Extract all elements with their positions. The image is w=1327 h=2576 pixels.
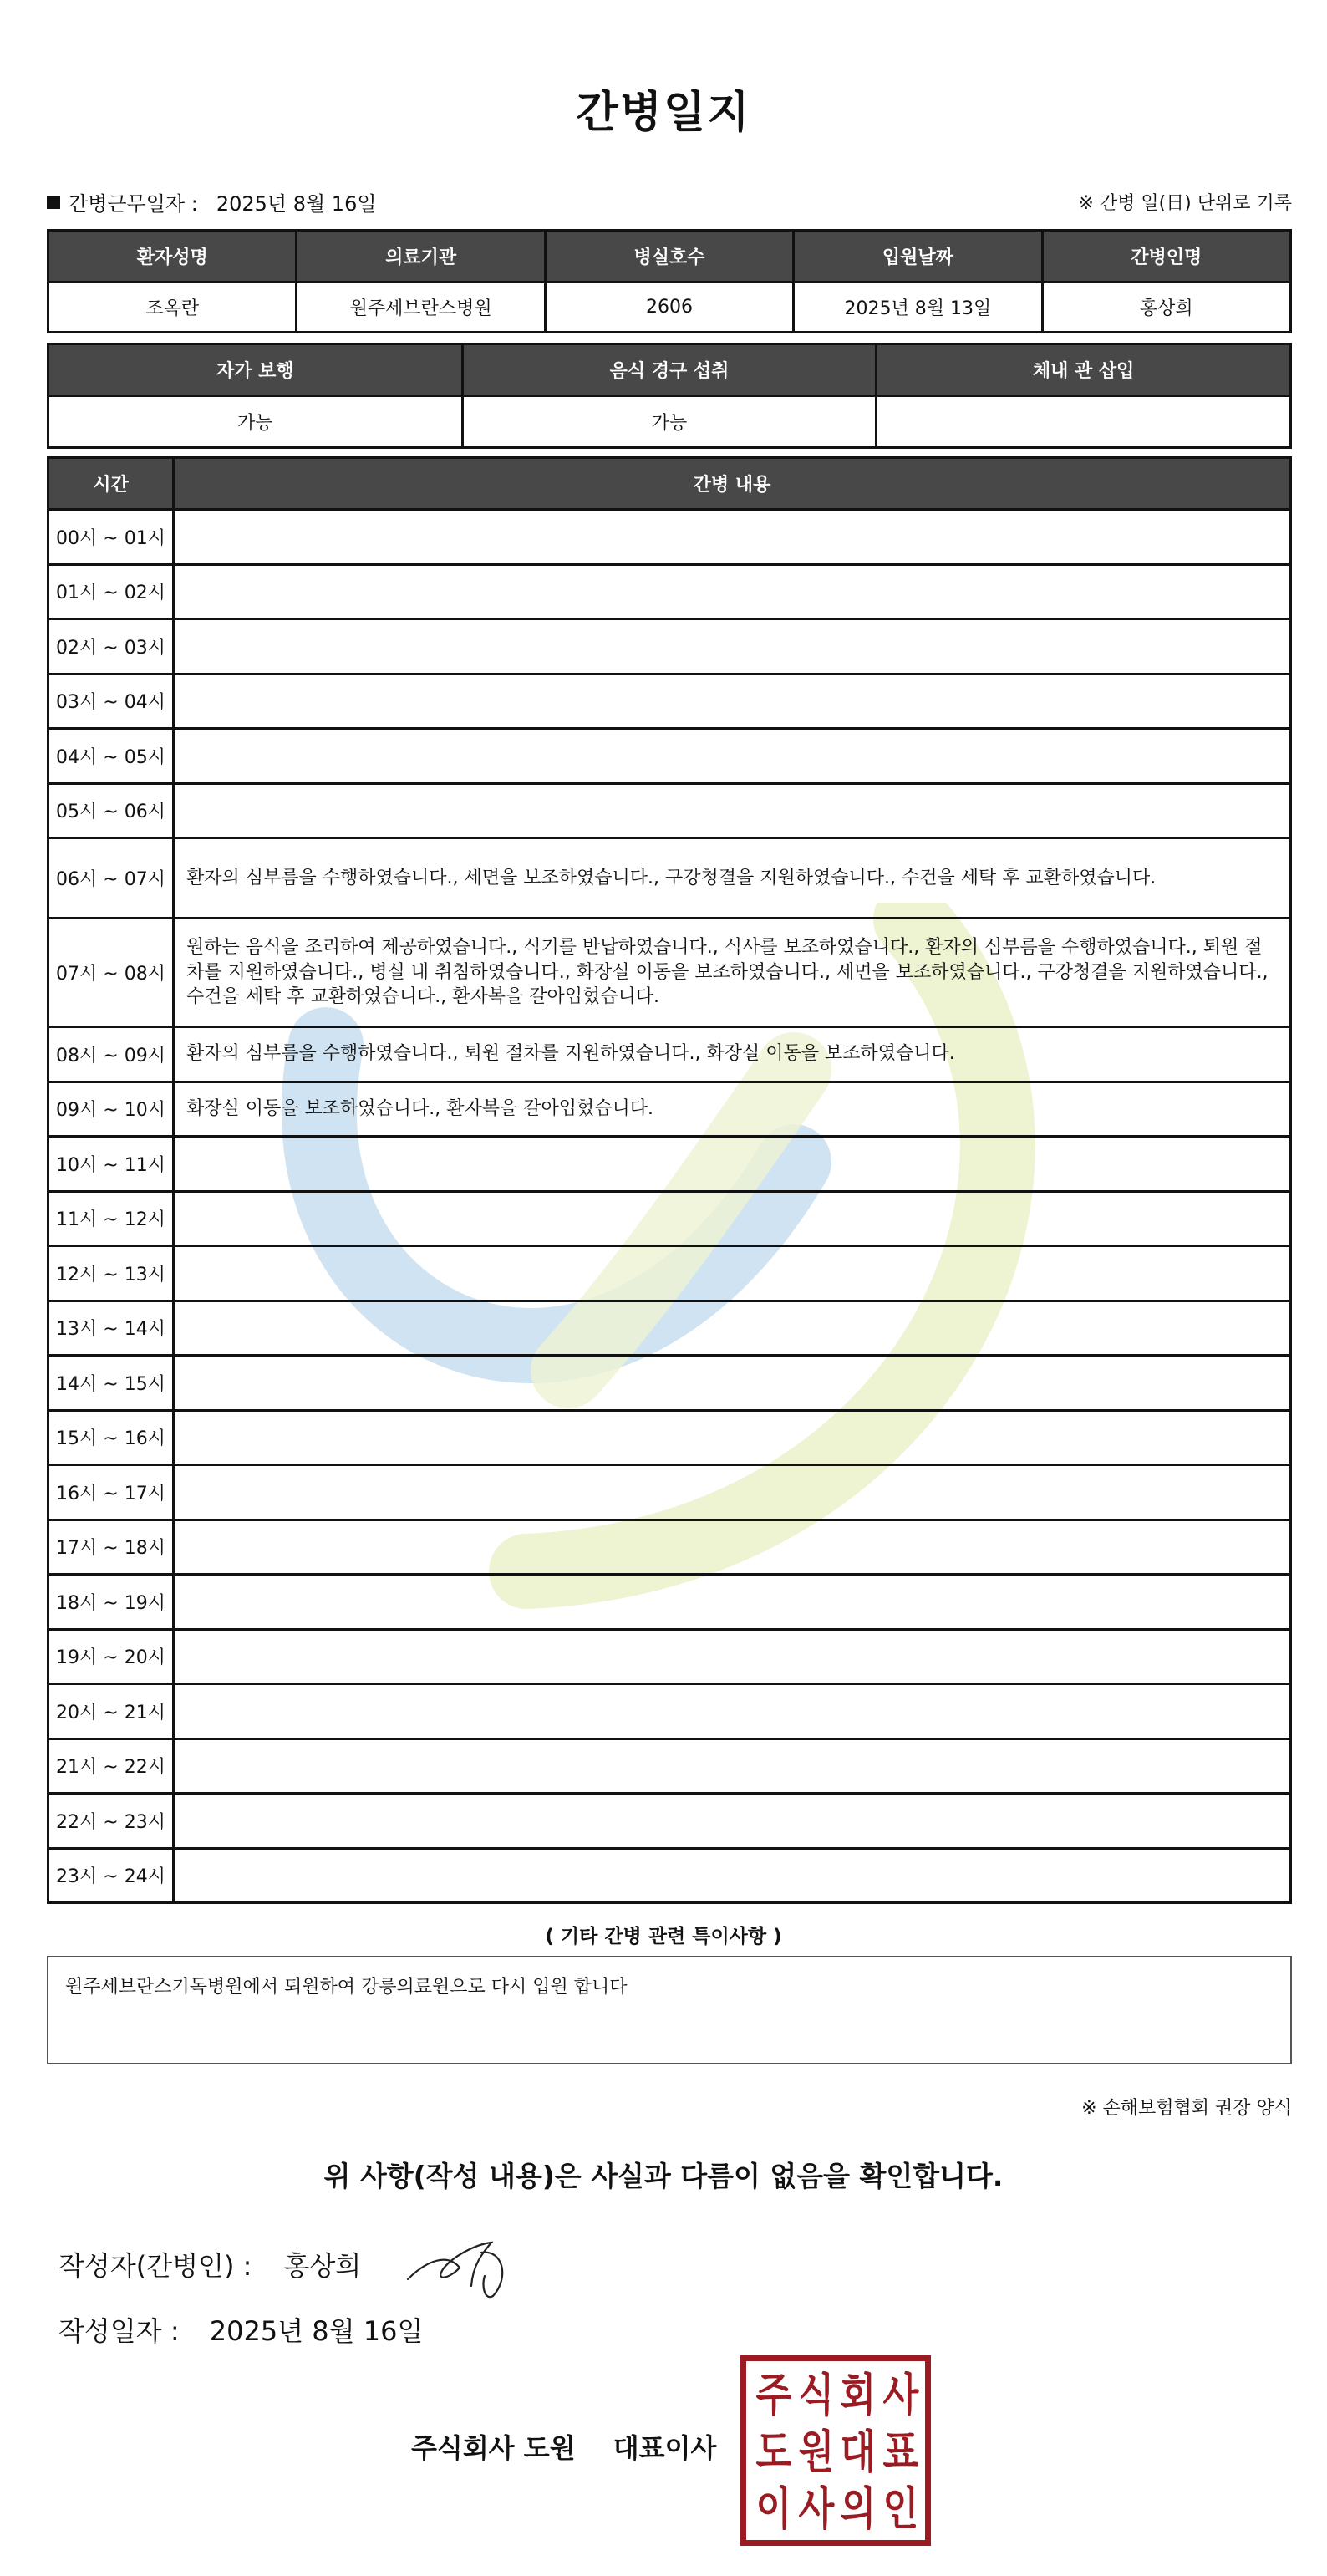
header-time: 시간: [48, 458, 174, 510]
time-cell: 10시 ~ 11시: [48, 1137, 174, 1192]
seal-char: 사: [882, 2368, 916, 2421]
time-cell: 01시 ~ 02시: [48, 564, 174, 619]
company-name: 주식회사 도원: [411, 2432, 576, 2464]
content-cell: [174, 564, 1291, 619]
content-cell: [174, 1410, 1291, 1465]
time-cell: 06시 ~ 07시: [48, 838, 174, 919]
table-row: [48, 564, 1291, 619]
header-self-walking: 자가 보행: [48, 344, 463, 396]
work-date: [47, 187, 377, 216]
header-caregiver-name: 간병인명: [1042, 231, 1290, 283]
content-cell: [174, 1848, 1291, 1903]
condition-value-row: [48, 396, 1291, 448]
special-notes-title: ( 기타 간병 관련 특이사항 ): [545, 1926, 782, 1947]
time-cell: 05시 ~ 06시: [48, 783, 174, 838]
content-cell: [174, 1465, 1291, 1520]
time-cell: 12시 ~ 13시: [48, 1246, 174, 1301]
table-row: [48, 1575, 1291, 1630]
time-cell: 16시 ~ 17시: [48, 1465, 174, 1520]
confirmation-statement: 위 사항(작성 내용)은 사실과 다름이 없음을 확인합니다.: [323, 2160, 1004, 2192]
table-row: [48, 1027, 1291, 1082]
content-cell: [174, 1246, 1291, 1301]
time-cell: 23시 ~ 24시: [48, 1848, 174, 1903]
header-patient-name: 환자성명: [48, 231, 297, 283]
square-bullet-icon: [47, 196, 60, 209]
content-cell: [174, 1520, 1291, 1575]
seal-char: 대: [840, 2425, 873, 2478]
time-cell: 07시 ~ 08시: [48, 919, 174, 1027]
table-row: [48, 1410, 1291, 1465]
table-row: [48, 838, 1291, 919]
content-cell: 화장실 이동을 보조하였습니다., 환자복을 갈아입혔습니다.: [174, 1082, 1291, 1137]
content-cell: 환자의 심부름을 수행하였습니다., 세면을 보조하였습니다., 구강청결을 지원하였습니다., 수건을 세탁 후 교환하였습니다.: [174, 838, 1291, 919]
table-row: [48, 783, 1291, 838]
writer-line: [58, 2245, 361, 2283]
company-line: [411, 2427, 716, 2466]
patient-condition-table: [47, 343, 1292, 449]
time-cell: 18시 ~ 19시: [48, 1575, 174, 1630]
content-cell: 환자의 심부름을 수행하였습니다., 퇴원 절차를 지원하였습니다., 화장실 이동을 보조하였습니다.: [174, 1027, 1291, 1082]
time-cell: 19시 ~ 20시: [48, 1629, 174, 1684]
content-cell: [174, 1684, 1291, 1739]
time-cell: 15시 ~ 16시: [48, 1410, 174, 1465]
time-cell: 14시 ~ 15시: [48, 1356, 174, 1411]
signature-icon: [401, 2227, 510, 2303]
seal-char: 표: [882, 2425, 916, 2478]
table-row: [48, 1739, 1291, 1794]
seal-char: 인: [882, 2482, 916, 2535]
table-row: [48, 1301, 1291, 1356]
seal-grid: [751, 2366, 920, 2535]
table-row: [48, 510, 1291, 565]
header-admission-date: 입원날짜: [794, 231, 1042, 283]
content-cell: [174, 1191, 1291, 1246]
table-row: [48, 1848, 1291, 1903]
table-row: [48, 1629, 1291, 1684]
table-row: [48, 1246, 1291, 1301]
ceo-title: 대표이사: [613, 2432, 717, 2464]
special-notes-text: 원주세브란스기독병원에서 퇴원하여 강릉의료원으로 다시 입원 합니다: [65, 1977, 628, 1998]
seal-char: 식: [797, 2368, 831, 2421]
page-title: 간병일지: [576, 88, 751, 138]
header-oral-intake: 음식 경구 섭취: [462, 344, 877, 396]
content-cell: [174, 1575, 1291, 1630]
patient-info-table: [47, 229, 1292, 333]
written-date-label: 작성일자 :: [58, 2315, 180, 2347]
table-row: [48, 1684, 1291, 1739]
content-cell: [174, 1794, 1291, 1849]
time-cell: 09시 ~ 10시: [48, 1082, 174, 1137]
self-walking-value: 가능: [48, 396, 463, 448]
condition-header-row: [48, 344, 1291, 396]
time-cell: 02시 ~ 03시: [48, 619, 174, 675]
header-hospital: 의료기관: [297, 231, 545, 283]
content-cell: [174, 619, 1291, 675]
patient-info-value-row: [48, 283, 1291, 333]
table-row: [48, 919, 1291, 1027]
time-cell: 04시 ~ 05시: [48, 729, 174, 784]
content-cell: [174, 1739, 1291, 1794]
content-cell: [174, 1629, 1291, 1684]
table-row: [48, 1520, 1291, 1575]
time-cell: 17시 ~ 18시: [48, 1520, 174, 1575]
content-cell: [174, 510, 1291, 565]
table-row: [48, 674, 1291, 729]
seal-char: 도: [755, 2425, 789, 2478]
content-cell: [174, 1137, 1291, 1192]
table-row: [48, 1137, 1291, 1192]
time-cell: 22시 ~ 23시: [48, 1794, 174, 1849]
seal-char: 주: [755, 2368, 789, 2421]
seal-char: 의: [840, 2482, 873, 2535]
record-note: ※ 간병 일(日) 단위로 기록: [1078, 193, 1292, 214]
time-cell: 03시 ~ 04시: [48, 674, 174, 729]
written-date-line: [58, 2310, 423, 2349]
room-number: 2606: [545, 283, 793, 333]
table-row: [48, 729, 1291, 784]
writer-label: 작성자(간병인) :: [58, 2250, 252, 2282]
table-row: [48, 1356, 1291, 1411]
content-cell: [174, 783, 1291, 838]
time-cell: 11시 ~ 12시: [48, 1191, 174, 1246]
table-row: [48, 1794, 1291, 1849]
time-cell: 00시 ~ 01시: [48, 510, 174, 565]
company-seal: [740, 2355, 931, 2546]
time-cell: 13시 ~ 14시: [48, 1301, 174, 1356]
time-cell: 08시 ~ 09시: [48, 1027, 174, 1082]
table-row: [48, 1465, 1291, 1520]
hospital-name: 원주세브란스병원: [297, 283, 545, 333]
writer-name: 홍상희: [283, 2250, 362, 2282]
form-note: ※ 손해보험협회 권장 양식: [1081, 2098, 1292, 2119]
table-row: [48, 619, 1291, 675]
caregiver-name: 홍상희: [1042, 283, 1290, 333]
patient-name: 조옥란: [48, 283, 297, 333]
content-cell: [174, 1301, 1291, 1356]
work-date-value: 2025년 8월 16일: [216, 192, 377, 216]
header-tube-insertion: 체내 관 삽입: [877, 344, 1291, 396]
oral-intake-value: 가능: [462, 396, 877, 448]
time-cell: 21시 ~ 22시: [48, 1739, 174, 1794]
content-cell: [174, 1356, 1291, 1411]
content-cell: 원하는 음식을 조리하여 제공하였습니다., 식기를 반납하였습니다., 식사를 보조하였습니다., 환자의 심부름을 수행하였습니다., 퇴원 절차를 지원하였습니다., 병실 내 취침하였습니다., 화장실 이동을 보조하였습니다., 세면을 보조하였습니다., 구강청결을 지원하였습니다., 수건을 세탁 후 교환하였습니다., 환자복을 갈아입혔습니다.: [174, 919, 1291, 1027]
seal-char: 사: [797, 2482, 831, 2535]
care-log-table: [47, 456, 1292, 1904]
admission-date: 2025년 8월 13일: [794, 283, 1042, 333]
time-cell: 20시 ~ 21시: [48, 1684, 174, 1739]
special-notes-box: [47, 1956, 1292, 2064]
work-date-label: 간병근무일자 :: [69, 192, 198, 216]
table-row: [48, 1191, 1291, 1246]
written-date-value: 2025년 8월 16일: [209, 2315, 424, 2347]
content-cell: [174, 674, 1291, 729]
content-cell: [174, 729, 1291, 784]
seal-char: 원: [797, 2425, 831, 2478]
header-care-content: 간병 내용: [174, 458, 1291, 510]
table-row: [48, 1082, 1291, 1137]
care-log-header-row: [48, 458, 1291, 510]
tube-insertion-value: [877, 396, 1291, 448]
seal-char: 회: [840, 2368, 873, 2421]
patient-info-header-row: [48, 231, 1291, 283]
seal-char: 이: [755, 2482, 789, 2535]
header-room-number: 병실호수: [545, 231, 793, 283]
